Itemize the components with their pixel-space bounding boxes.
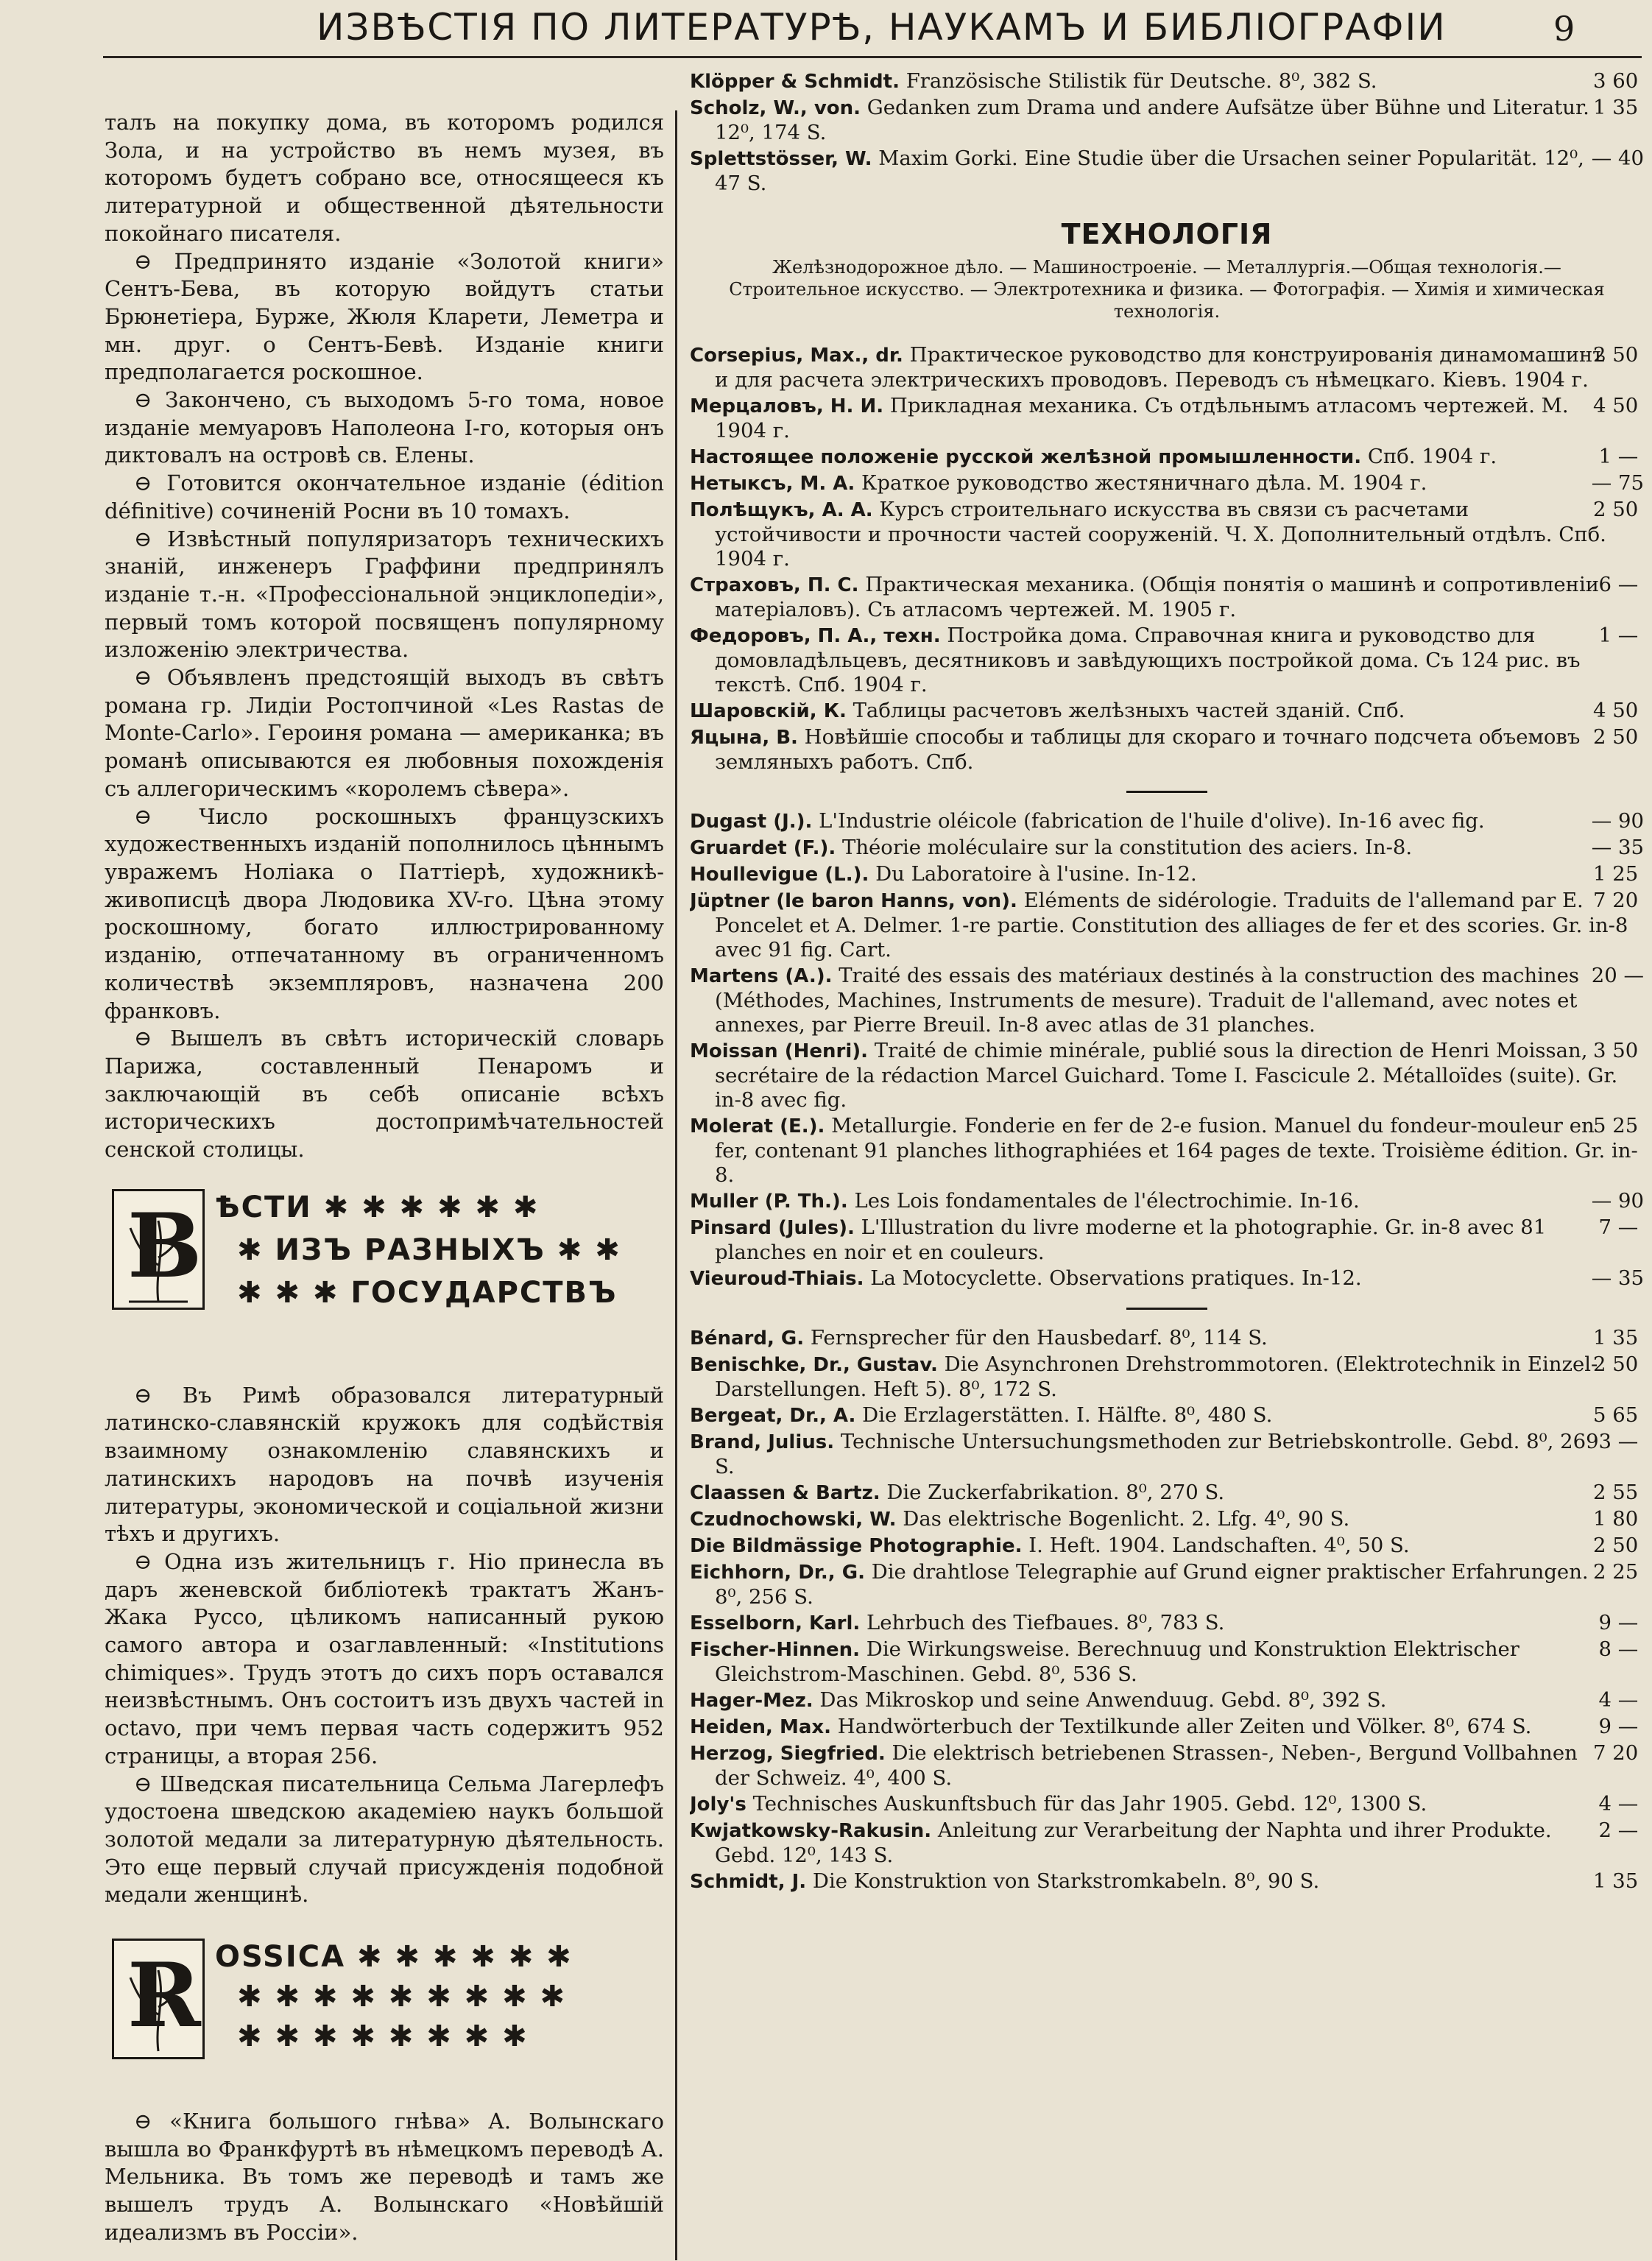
- entry-author: Corsepius, Max., dr.: [690, 345, 903, 367]
- news-paragraphs-top: [105, 109, 664, 1164]
- news-paragraphs-middle: [105, 1382, 664, 1909]
- bibliography-entry: [690, 964, 1644, 1037]
- entry-author: Яцына, В.: [690, 727, 798, 749]
- entry-text: L'Industrie oléicole (fabrication de l'huile d'olive). In-16 avec fig.: [812, 809, 1485, 833]
- entry-price: 8 —: [1598, 1637, 1639, 1661]
- bibliography-entry: [690, 1688, 1644, 1713]
- entry-author: Houllevigue (L.).: [690, 864, 869, 886]
- entry-text: Краткое руководство жестяничнаго дѣла. М. 1904 г.: [855, 471, 1427, 495]
- entry-text: Die Wirkungsweise. Berechnuug und Konstruktion Elektrischer Gleichstrom-Maschinen. Gebd. 8⁰, 536 S.: [715, 1637, 1519, 1686]
- bibliography-entry: [690, 471, 1644, 496]
- bibliography-entry: [690, 573, 1644, 622]
- news-paragraph: ⊖ Вышелъ въ свѣтъ историческій словарь Парижа, составленный Пенаромъ и заключающій въ себѣ описаніе всѣхъ историческихъ достопримѣчательностей сенской столицы.: [105, 1026, 664, 1163]
- entry-price: 9 —: [1598, 1715, 1639, 1738]
- entry-text: Die Zuckerfabrikation. 8⁰, 270 S.: [880, 1481, 1225, 1504]
- entry-author: Brand, Julius.: [690, 1431, 835, 1453]
- entry-author: Eichhorn, Dr., G.: [690, 1562, 865, 1584]
- entry-author: Heiden, Max.: [690, 1716, 832, 1738]
- entry-text: Technische Untersuchungsmethoden zur Betriebskontrolle. Gebd. 8⁰, 269 S.: [715, 1430, 1599, 1478]
- bibliography-entry: [690, 889, 1644, 962]
- bibliography-entry: [690, 1039, 1644, 1112]
- bibliography-entry: [690, 836, 1644, 861]
- bibliography-entry: [690, 1352, 1644, 1402]
- entry-price: 2 50: [1593, 1534, 1639, 1557]
- bibliography-entry: [690, 1715, 1644, 1740]
- entry-text: L'Illustration du livre moderne et la photographie. Gr. in-8 avec 81 planches en noir et en couleurs.: [715, 1216, 1547, 1264]
- news-paragraph: ⊖ Число роскошныхъ французскихъ художественныхъ изданій пополнилось цѣннымъ увражемъ Ноліака о Паттіерѣ, художникѣ-живописцѣ двора Людовика XV-го. Цѣна этому роскошному, богато иллюстрированному изданію, отпечатанному въ ограниченномъ количествѣ экземпляровъ, назначена 200 франковъ.: [105, 803, 664, 1023]
- entry-price: 1 35: [1593, 96, 1639, 119]
- page-number: 9: [1553, 9, 1575, 49]
- news-paragraph: ⊖ Извѣстный популяризаторъ техническихъ знаній, инженеръ Граффини предпринялъ изданіе т.-н. «Профессіональной энциклопедіи», первый томъ которой посвященъ популярному изложенію электричества.: [105, 526, 664, 663]
- entry-text: Anleitung zur Verarbeitung der Naphta und ihrer Produkte. Gebd. 12⁰, 143 S.: [715, 1819, 1552, 1867]
- bibliography-entry: [690, 1560, 1644, 1609]
- entry-price: 4 50: [1593, 699, 1639, 722]
- entry-price: 3 60: [1593, 69, 1639, 93]
- entry-price: 2 50: [1593, 725, 1639, 749]
- entry-author: Полѣщукъ, А. А.: [690, 499, 873, 521]
- bibliography-entry: [690, 624, 1644, 697]
- entry-text: Прикладная механика. Съ отдѣльнымъ атласомъ чертежей. М. 1904 г.: [715, 394, 1569, 442]
- entry-price: 4 —: [1598, 1792, 1639, 1816]
- news-paragraph: ⊖ Закончено, съ выходомъ 5-го тома, новое изданіе мемуаровъ Наполеона І-го, которыя онъ диктовалъ на островѣ св. Елены.: [105, 387, 664, 468]
- entry-price: 9 —: [1598, 1611, 1639, 1634]
- entry-author: Hager-Mez.: [690, 1690, 813, 1712]
- entry-price: 1 —: [1598, 445, 1639, 468]
- entry-text: Спб. 1904 г.: [1361, 445, 1497, 468]
- entry-price: 4 50: [1593, 394, 1639, 417]
- entry-author: Нетыксъ, М. А.: [690, 473, 855, 495]
- section-title-line-3: ✱ ✱ ✱ ГОСУДАРСТВЪ: [237, 1275, 618, 1310]
- entry-author: Splettstösser, W.: [690, 148, 872, 170]
- running-header: ИЗВѢСТІЯ ПО ЛИТЕРАТУРѢ, НАУКАМЪ И БИБЛІОГРАФІИ: [317, 6, 1447, 49]
- entry-text: Les Lois fondamentales de l'électrochimie. In-16.: [847, 1189, 1360, 1213]
- entry-price: 7 20: [1593, 889, 1639, 912]
- entry-text: Maxim Gorki. Eine Studie über die Ursachen seiner Popularität. 12⁰, 47 S.: [715, 147, 1584, 195]
- entry-author: Esselborn, Karl.: [690, 1612, 861, 1634]
- entry-price: 1 35: [1593, 1326, 1639, 1350]
- entry-price: 20 —: [1591, 964, 1644, 987]
- section-heading-vesti: [105, 1189, 664, 1366]
- entry-text: Théorie moléculaire sur la constitution des aciers. In-8.: [836, 836, 1413, 859]
- entry-author: Klöpper & Schmidt.: [690, 71, 900, 93]
- entry-text: La Motocyclette. Observations pratiques. In-12.: [864, 1266, 1362, 1290]
- entry-author: Martens (A.).: [690, 965, 833, 987]
- entry-author: Herzog, Siegfried.: [690, 1743, 886, 1765]
- entry-price: 6 —: [1598, 573, 1639, 596]
- entry-author: Dugast (J.).: [690, 811, 813, 833]
- entry-text: Du Laboratoire à l'usine. In-12.: [869, 862, 1197, 886]
- news-paragraph: ⊖ Одна изъ жительницъ г. Ніо принесла въ даръ женевской библіотекѣ трактатъ Жанъ-Жака Руссо, цѣликомъ написанный рукою самого автора и озаглавленный: «Institutions chimiques». Трудъ этотъ до сихъ поръ оставался неизвѣстнымъ. Онъ состоитъ изъ двухъ частей in octavo, при чемъ первая часть содержитъ 952 страницы, а вторая 256.: [105, 1548, 664, 1768]
- entry-text: Die Konstruktion von Starkstromkabeln. 8⁰, 90 S.: [806, 1869, 1320, 1893]
- entry-text: Französische Stilistik für Deutsche. 8⁰, 382 S.: [899, 69, 1377, 93]
- entry-price: 5 65: [1593, 1403, 1639, 1427]
- entry-author: Muller (P. Th.).: [690, 1191, 848, 1213]
- section-title-line-1: ѢСТИ ✱ ✱ ✱ ✱ ✱ ✱: [215, 1190, 540, 1224]
- entry-price: 2 55: [1593, 1481, 1639, 1504]
- bibliography-entry: [690, 69, 1644, 94]
- entry-author: Scholz, W., von.: [690, 97, 861, 119]
- bibliography-entry: [690, 809, 1644, 834]
- entry-price: 1 —: [1598, 624, 1639, 647]
- bibliography-entry: [690, 1403, 1644, 1428]
- entry-text: Eléments de sidérologie. Traduits de l'allemand par E. Poncelet et A. Delmer. 1-re partie. Constitution des alliages de fer et des scories. Gr. in-8 avec 91 fig. Cart.: [715, 889, 1628, 962]
- news-paragraphs-bottom: [105, 2108, 664, 2247]
- entry-author: Molerat (E.).: [690, 1115, 825, 1137]
- entry-price: 2 25: [1593, 1560, 1639, 1584]
- entry-author: Bénard, G.: [690, 1327, 805, 1350]
- entry-price: 2 50: [1593, 498, 1639, 521]
- news-paragraph: ⊖ Предпринято изданіе «Золотой книги» Сентъ-Бева, въ которую войдутъ статьи Брюнетіера, Бурже, Жюля Кларети, Леметра и мн. друг. о Сентъ-Бевѣ. Изданіе книги предполагается роскошное.: [105, 248, 664, 385]
- entry-text: Handwörterbuch der Textilkunde aller Zeiten und Völker. 8⁰, 674 S.: [831, 1715, 1532, 1738]
- bibliography-entry: [690, 1792, 1644, 1817]
- entry-price: 2 50: [1593, 343, 1639, 367]
- ornamental-initial: [112, 1939, 205, 2059]
- entry-text: Metallurgie. Fonderie en fer de 2-e fusion. Manuel du fondeur-mouleur en fer, contenant 91 planches lithographiées et 164 pages de texte. Troisième édition. Gr. in-8.: [715, 1114, 1638, 1187]
- entry-price: — 40: [1591, 147, 1644, 170]
- entry-author: Настоящее положеніе русской желѣзной промышленности.: [690, 446, 1362, 468]
- entry-author: Страховъ, П. С.: [690, 574, 859, 596]
- bibliography-entry: [690, 1326, 1644, 1351]
- bibliography-entry: [690, 725, 1644, 775]
- entry-author: Vieuroud-Thiais.: [690, 1268, 864, 1290]
- bibliography-entry: [690, 147, 1644, 196]
- entry-text: Gedanken zum Drama und andere Aufsätze über Bühne und Literatur. 12⁰, 174 S.: [715, 96, 1589, 144]
- bibliography-group-german: [690, 1326, 1644, 1894]
- entry-text: Новѣйшіе способы и таблицы для скораго и точнаго подсчета объемовъ земляныхъ работъ. Спб.: [715, 725, 1581, 774]
- bibliography-group-russian: [690, 343, 1644, 775]
- entry-text: I. Heft. 1904. Landschaften. 4⁰, 50 S.: [1022, 1534, 1410, 1557]
- news-paragraph: ⊖ Шведская писательница Сельма Лагерлефъ удостоена шведскою академіею наукъ большой золотой медали за литературную дѣятельность. Это еще первый случай присужденія подобной медали женщинѣ.: [105, 1771, 664, 1908]
- left-column: [105, 109, 664, 2259]
- entry-price: 3 50: [1593, 1039, 1639, 1062]
- bibliography-entry: [690, 1189, 1644, 1214]
- bibliography-entry: [690, 498, 1644, 571]
- entry-price: 5 25: [1593, 1114, 1639, 1137]
- column-divider: [675, 110, 677, 2260]
- entry-text: Практическая механика. (Общія понятія о машинѣ и сопротивленіи матеріаловъ). Съ атласомъ чертежей. М. 1905 г.: [715, 573, 1600, 621]
- separator-rule: [1126, 791, 1207, 793]
- section-subtitle: Желѣзнодорожное дѣло. — Машиностроеніе. — Металлургія.—Общая технологія.— Строительное искусство. — Электротехника и физика. — Фотографія. — Химія и химическая технологія.: [729, 257, 1605, 322]
- entry-text: Das Mikroskop und seine Anwenduug. Gebd. 8⁰, 392 S.: [813, 1688, 1387, 1712]
- initial-letter: R: [127, 1944, 201, 2048]
- entry-author: Gruardet (F.).: [690, 837, 836, 859]
- bibliography-group-french: [690, 809, 1644, 1291]
- section-title-line-3: ✱ ✱ ✱ ✱ ✱ ✱ ✱ ✱: [237, 2020, 529, 2054]
- entry-text: Die Asynchronen Drehstrommotoren. (Elektrotechnik in Einzel-Darstellungen. Heft 5). 8⁰, 172 S.: [715, 1352, 1598, 1401]
- entry-price: 2 —: [1598, 1819, 1639, 1842]
- news-paragraph: ⊖ «Книга большого гнѣва» А. Волынскаго вышла во Франкфуртѣ въ нѣмецкомъ переводѣ А. Мельника. Въ томъ же переводѣ и тамъ же вышелъ трудъ А. Волынскаго «Новѣйшій идеализмъ въ Россіи».: [105, 2109, 664, 2245]
- right-column: [690, 69, 1644, 2260]
- entry-text: Die drahtlose Telegraphie auf Grund eigner praktischer Erfahrungen. 8⁰, 256 S.: [715, 1560, 1589, 1609]
- entry-author: Moissan (Henri).: [690, 1040, 868, 1062]
- section-title-line-2: ✱ ✱ ✱ ✱ ✱ ✱ ✱ ✱ ✱: [237, 1980, 567, 2014]
- bibliography-entry: [690, 394, 1644, 443]
- entry-price: — 90: [1591, 809, 1644, 833]
- ornamental-initial: [112, 1189, 205, 1310]
- entry-author: Fischer-Hinnen.: [690, 1639, 861, 1661]
- bibliography-entry: [690, 1611, 1644, 1636]
- section-heading-rossica: [105, 1939, 664, 2086]
- initial-letter: В: [127, 1193, 202, 1298]
- news-paragraph: талъ на покупку дома, въ которомъ родился Зола, и на устройство въ немъ музея, въ которомъ будетъ собрано все, относящееся къ литературной и общественной дѣятельности покойнаго писателя.: [105, 110, 664, 246]
- entry-text: Das elektrische Bogenlicht. 2. Lfg. 4⁰, 90 S.: [896, 1507, 1350, 1531]
- entry-text: Die elektrisch betriebenen Strassen-, Neben-, Bergund Vollbahnen der Schweiz. 4⁰, 400 S.: [715, 1741, 1578, 1790]
- entry-text: Таблицы расчетовъ желѣзныхъ частей зданій. Спб.: [846, 699, 1405, 722]
- entry-price: — 75: [1591, 471, 1644, 495]
- entry-author: Pinsard (Jules).: [690, 1217, 855, 1239]
- entry-price: — 90: [1591, 1189, 1644, 1213]
- entry-author: Schmidt, J.: [690, 1871, 807, 1893]
- section-title-line-2: ✱ ИЗЪ РАЗНЫХЪ ✱ ✱: [237, 1232, 621, 1267]
- entry-author: Die Bildmässige Photographie.: [690, 1535, 1023, 1557]
- entry-text: Lehrbuch des Tiefbaues. 8⁰, 783 S.: [860, 1611, 1225, 1634]
- entry-author: Joly's: [690, 1793, 746, 1816]
- entry-text: Курсъ строительнаго искусства въ связи съ расчетами устойчивости и прочности частей сооруженій. Ч. Х. Дополнительный отдѣлъ. Спб. 1904 г.: [715, 498, 1606, 571]
- section-title-line-1: OSSICA ✱ ✱ ✱ ✱ ✱ ✱: [215, 1940, 573, 1975]
- entry-price: 7 —: [1598, 1216, 1639, 1239]
- separator-rule: [1126, 1308, 1207, 1310]
- bibliography-entry: [690, 1114, 1644, 1188]
- bibliography-entry: [690, 1430, 1644, 1479]
- entry-price: — 35: [1591, 1266, 1644, 1290]
- bibliography-entry: [690, 1507, 1644, 1532]
- bibliography-entry: [690, 343, 1644, 392]
- entry-author: Benischke, Dr., Gustav.: [690, 1354, 938, 1376]
- entry-author: Шаровскій, К.: [690, 700, 847, 722]
- bibliography-entry: [690, 1819, 1644, 1868]
- entry-text: Die Erzlagerstätten. I. Hälfte. 8⁰, 480 S.: [855, 1403, 1273, 1427]
- bibliography-entry: [690, 1481, 1644, 1506]
- entry-author: Федоровъ, П. А., техн.: [690, 625, 941, 647]
- entry-price: 1 80: [1593, 1507, 1639, 1531]
- entry-price: 1 35: [1593, 1869, 1639, 1893]
- entry-price: 1 25: [1593, 862, 1639, 886]
- entry-price: 4 —: [1598, 1688, 1639, 1712]
- news-paragraph: ⊖ Объявленъ предстоящій выходъ въ свѣтъ романа гр. Лидіи Ростопчиной «Les Rastas de Monte-Carlo». Героиня романа — американка; въ романѣ описываются ея любовныя похожденія съ аллегорическимъ «королемъ сѣвера».: [105, 665, 664, 801]
- bibliography-entry: [690, 1741, 1644, 1791]
- bibliography-entry: [690, 1637, 1644, 1687]
- entry-author: Мерцаловъ, Н. И.: [690, 395, 884, 417]
- bibliography-entry: [690, 1869, 1644, 1894]
- entry-author: Claassen & Bartz.: [690, 1482, 880, 1504]
- bibliography-entry: [690, 445, 1644, 470]
- entry-text: Technisches Auskunftsbuch für das Jahr 1905. Gebd. 12⁰, 1300 S.: [746, 1792, 1427, 1816]
- entry-text: Traité des essais des matériaux destinés à la construction des machines (Méthodes, Machines, Instruments de mesure). Traduit de l'allemand, avec notes et annexes, par Pierre Breuil. In-8 avec atlas de 31 planches.: [715, 964, 1579, 1037]
- entry-author: Jüptner (le baron Hanns, von).: [690, 890, 1017, 912]
- entry-price: — 35: [1591, 836, 1644, 859]
- entry-text: Fernsprecher für den Hausbedarf. 8⁰, 114 S.: [804, 1326, 1268, 1350]
- entry-text: Практическое руководство для конструированія динамомашинъ и для расчета электрическихъ проводовъ. Переводъ съ нѣмецкаго. Кіевъ. 1904 г.: [715, 343, 1606, 392]
- header-rule: [103, 56, 1642, 58]
- section-heading-technology: ТЕХНОЛОГІЯ: [1061, 218, 1273, 250]
- news-paragraph: ⊖ Готовится окончательное изданіе (édition définitive) сочиненій Росни въ 10 томахъ.: [105, 470, 664, 523]
- entry-price: 2 50: [1593, 1352, 1639, 1376]
- bibliography-group-literature: [690, 69, 1644, 196]
- bibliography-entry: [690, 1266, 1644, 1291]
- entry-price: 3 —: [1598, 1430, 1639, 1453]
- bibliography-entry: [690, 96, 1644, 145]
- entry-author: Czudnochowski, W.: [690, 1509, 897, 1531]
- entry-price: 7 20: [1593, 1741, 1639, 1765]
- entry-author: Bergeat, Dr., A.: [690, 1405, 856, 1427]
- entry-text: Постройка дома. Справочная книга и руководство для домовладѣльцевъ, десятниковъ и завѣдующихъ постройкой дома. Съ 124 рис. въ текстѣ. Спб. 1904 г.: [715, 624, 1581, 696]
- news-paragraph: ⊖ Въ Римѣ образовался литературный латинско-славянскій кружокъ для содѣйствія взаимному ознакомленію славянскихъ и латинскихъ народовъ на почвѣ изученія литературы, экономической и соціальной жизни тѣхъ и другихъ.: [105, 1382, 664, 1547]
- bibliography-entry: [690, 862, 1644, 887]
- bibliography-entry: [690, 1534, 1644, 1559]
- entry-text: Traité de chimie minérale, publié sous la direction de Henri Moissan, secrétaire de la rédaction Marcel Guichard. Tome I. Fascicule 2. Métalloïdes (suite). Gr. in-8 avec fig.: [715, 1039, 1618, 1112]
- entry-author: Kwjatkowsky-Rakusin.: [690, 1820, 932, 1842]
- bibliography-entry: [690, 699, 1644, 724]
- bibliography-entry: [690, 1216, 1644, 1265]
